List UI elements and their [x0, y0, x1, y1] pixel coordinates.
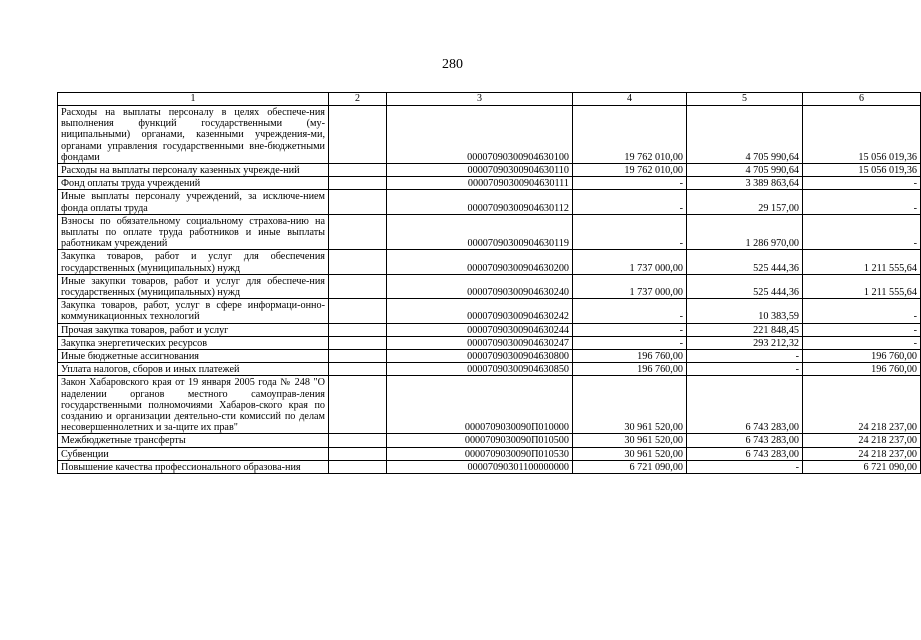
row-col2-cell: [329, 323, 387, 336]
row-name-cell: Уплата налогов, сборов и иных платежей: [58, 363, 329, 376]
row-value3-cell: -: [803, 177, 921, 190]
row-col2-cell: [329, 447, 387, 460]
row-col2-cell: [329, 190, 387, 214]
row-col2-cell: [329, 350, 387, 363]
row-value2-cell: 293 212,32: [687, 336, 803, 349]
row-value2-cell: 1 286 970,00: [687, 214, 803, 250]
row-col2-cell: [329, 299, 387, 323]
row-name-cell: Иные выплаты персоналу учреждений, за исключе-нием фонда оплаты труда: [58, 190, 329, 214]
table-row: [58, 460, 921, 473]
row-value2-cell: 6 743 283,00: [687, 447, 803, 460]
row-value1-cell: 196 760,00: [573, 350, 687, 363]
row-value3-cell: -: [803, 299, 921, 323]
row-code-cell: 0000709030090П010500: [387, 434, 573, 447]
row-value2-cell: 525 444,36: [687, 250, 803, 274]
row-value2-cell: 4 705 990,64: [687, 164, 803, 177]
table-row: [58, 214, 921, 250]
table-row: [58, 190, 921, 214]
row-value3-cell: 24 218 237,00: [803, 434, 921, 447]
row-value1-cell: 1 737 000,00: [573, 274, 687, 298]
table-row: [58, 250, 921, 274]
row-name-cell: Субвенции: [58, 447, 329, 460]
column-header: 5: [687, 93, 803, 106]
row-value2-cell: 525 444,36: [687, 274, 803, 298]
row-code-cell: 0000709030090П010530: [387, 447, 573, 460]
row-name-cell: Фонд оплаты труда учреждений: [58, 177, 329, 190]
row-col2-cell: [329, 177, 387, 190]
row-name-cell: Расходы на выплаты персоналу казенных учрежде-ний: [58, 164, 329, 177]
row-col2-cell: [329, 250, 387, 274]
table-row: [58, 447, 921, 460]
row-value1-cell: -: [573, 214, 687, 250]
row-value1-cell: -: [573, 177, 687, 190]
row-code-cell: 00007090300904630119: [387, 214, 573, 250]
table-row: [58, 363, 921, 376]
budget-table: [57, 92, 921, 474]
row-code-cell: 00007090300904630111: [387, 177, 573, 190]
row-value3-cell: 15 056 019,36: [803, 106, 921, 164]
row-value2-cell: 6 743 283,00: [687, 434, 803, 447]
row-col2-cell: [329, 274, 387, 298]
row-name-cell: Иные бюджетные ассигнования: [58, 350, 329, 363]
row-name-cell: Взносы по обязательному социальному страхова-нию на выплаты по оплате труда работников и иные выплаты работникам учреждений: [58, 214, 329, 250]
row-code-cell: 00007090300904630200: [387, 250, 573, 274]
row-value1-cell: -: [573, 336, 687, 349]
row-value2-cell: 3 389 863,64: [687, 177, 803, 190]
row-value2-cell: 4 705 990,64: [687, 106, 803, 164]
row-value3-cell: 24 218 237,00: [803, 447, 921, 460]
row-col2-cell: [329, 336, 387, 349]
row-value1-cell: 30 961 520,00: [573, 376, 687, 434]
table-row: [58, 177, 921, 190]
column-header: 2: [329, 93, 387, 106]
row-code-cell: 00007090300904630240: [387, 274, 573, 298]
row-name-cell: Закупка товаров, работ, услуг в сфере информаци-онно-коммуникационных технологий: [58, 299, 329, 323]
row-name-cell: Межбюджетные трансферты: [58, 434, 329, 447]
row-code-cell: 00007090300904630100: [387, 106, 573, 164]
row-value1-cell: 19 762 010,00: [573, 106, 687, 164]
table-row: [58, 274, 921, 298]
row-value1-cell: 30 961 520,00: [573, 434, 687, 447]
column-header: 6: [803, 93, 921, 106]
table-row: [58, 434, 921, 447]
row-col2-cell: [329, 363, 387, 376]
row-value2-cell: 10 383,59: [687, 299, 803, 323]
row-value3-cell: -: [803, 214, 921, 250]
page-number: 280: [442, 57, 463, 72]
row-col2-cell: [329, 106, 387, 164]
row-col2-cell: [329, 164, 387, 177]
table-header-row: [58, 93, 921, 106]
row-value1-cell: 30 961 520,00: [573, 447, 687, 460]
row-col2-cell: [329, 460, 387, 473]
row-value2-cell: 221 848,45: [687, 323, 803, 336]
row-name-cell: Повышение качества профессионального образова-ния: [58, 460, 329, 473]
row-col2-cell: [329, 434, 387, 447]
row-name-cell: Иные закупки товаров, работ и услуг для обеспече-ния государственных (муниципальных) нужд: [58, 274, 329, 298]
table-row: [58, 336, 921, 349]
row-value3-cell: -: [803, 323, 921, 336]
row-name-cell: Расходы на выплаты персоналу в целях обеспече-ния выполнения функций государственными (му-ниципальными) органами, казенными учреждения-ми, органами управления государственными вне-бюджетными фондами: [58, 106, 329, 164]
row-code-cell: 00007090300904630112: [387, 190, 573, 214]
row-code-cell: 00007090300904630110: [387, 164, 573, 177]
row-col2-cell: [329, 214, 387, 250]
row-value3-cell: 1 211 555,64: [803, 274, 921, 298]
row-value2-cell: 29 157,00: [687, 190, 803, 214]
row-code-cell: 00007090300904630242: [387, 299, 573, 323]
column-header: 3: [387, 93, 573, 106]
row-value2-cell: 6 743 283,00: [687, 376, 803, 434]
row-code-cell: 00007090300904630800: [387, 350, 573, 363]
row-value1-cell: 6 721 090,00: [573, 460, 687, 473]
row-code-cell: 00007090301100000000: [387, 460, 573, 473]
row-value3-cell: 196 760,00: [803, 350, 921, 363]
row-value3-cell: -: [803, 336, 921, 349]
row-code-cell: 00007090300904630244: [387, 323, 573, 336]
table-row: [58, 106, 921, 164]
row-value1-cell: 19 762 010,00: [573, 164, 687, 177]
row-name-cell: Закон Хабаровского края от 19 января 2005 года № 248 "О наделении органов местного самоуправ-ления государственными полномочиями Хабаров-ского края по созданию и организации деятельно-сти комиссий по делам несовершеннолетних и за-щите их прав": [58, 376, 329, 434]
row-name-cell: Закупка товаров, работ и услуг для обеспечения государственных (муниципальных) нужд: [58, 250, 329, 274]
row-code-cell: 00007090300904630247: [387, 336, 573, 349]
row-value3-cell: 6 721 090,00: [803, 460, 921, 473]
row-value3-cell: 24 218 237,00: [803, 376, 921, 434]
row-code-cell: 00007090300904630850: [387, 363, 573, 376]
table-row: [58, 376, 921, 434]
row-value1-cell: -: [573, 190, 687, 214]
row-value3-cell: -: [803, 190, 921, 214]
row-value2-cell: -: [687, 363, 803, 376]
column-header: 1: [58, 93, 329, 106]
column-header: 4: [573, 93, 687, 106]
table-row: [58, 350, 921, 363]
row-value1-cell: 1 737 000,00: [573, 250, 687, 274]
table-row: [58, 299, 921, 323]
row-value2-cell: -: [687, 350, 803, 363]
row-value3-cell: 15 056 019,36: [803, 164, 921, 177]
table-row: [58, 164, 921, 177]
row-value3-cell: 196 760,00: [803, 363, 921, 376]
row-value2-cell: -: [687, 460, 803, 473]
table-row: [58, 323, 921, 336]
row-code-cell: 0000709030090П010000: [387, 376, 573, 434]
row-name-cell: Прочая закупка товаров, работ и услуг: [58, 323, 329, 336]
row-col2-cell: [329, 376, 387, 434]
row-name-cell: Закупка энергетических ресурсов: [58, 336, 329, 349]
row-value1-cell: 196 760,00: [573, 363, 687, 376]
row-value1-cell: -: [573, 299, 687, 323]
row-value3-cell: 1 211 555,64: [803, 250, 921, 274]
row-value1-cell: -: [573, 323, 687, 336]
